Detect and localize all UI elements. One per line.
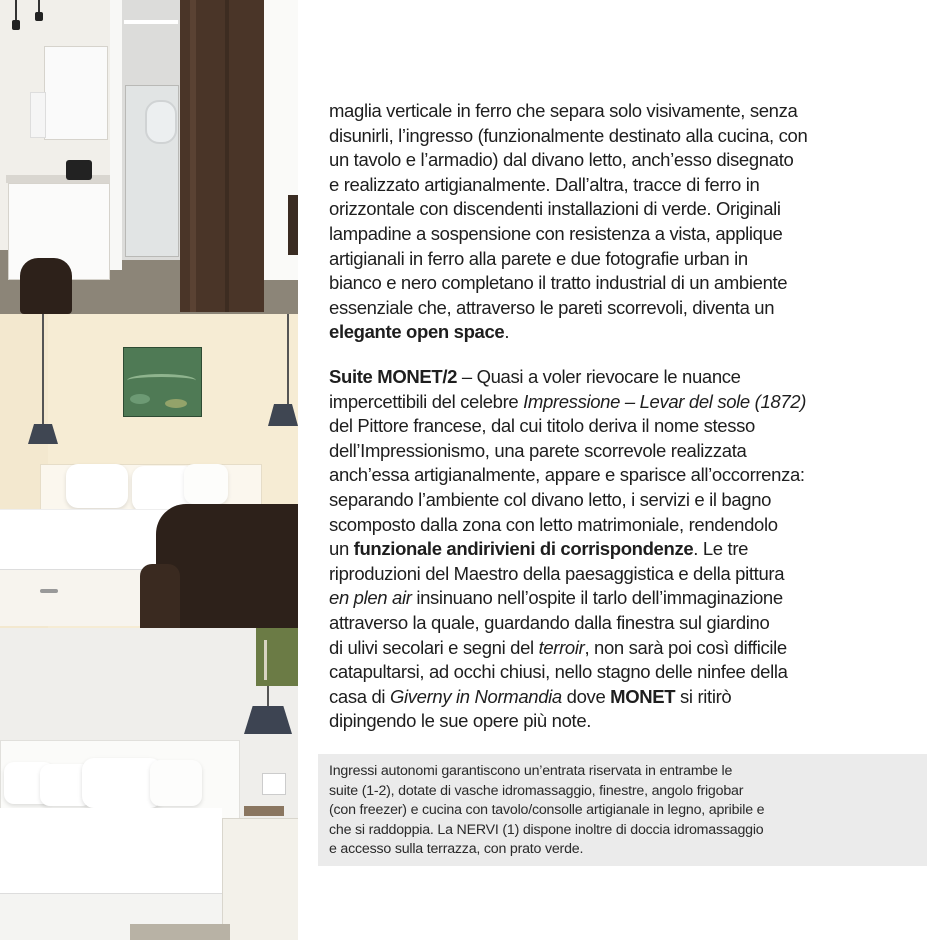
text-line: bianco e nero completano il tratto industrial di un ambiente xyxy=(329,272,788,294)
suite-monet-paragraph xyxy=(329,365,889,734)
text-line: e realizzato artigianalmente. Dall’altra, tracce di ferro in xyxy=(329,173,760,195)
text-line: lampadine a sospensione con resistenza a vista, applique xyxy=(329,222,783,244)
text-line: anch’essa artigianalmente, appare e sparisce all’occorrenza: xyxy=(329,464,805,486)
text-line: dell’Impressionismo, una parete scorrevole realizzata xyxy=(329,439,747,461)
text-line: separando l’ambiente col divano letto, i servizi e il bagno xyxy=(329,488,772,510)
text-line: Suite MONET/2 – Quasi a voler rievocare le nuance xyxy=(329,366,741,387)
text-line: scomposto dalla zona con letto matrimoniale, rendendolo xyxy=(329,513,778,535)
text-line: elegante open space. xyxy=(329,321,510,343)
artwork-title: Impressione – Levar del sole (1872) xyxy=(523,390,807,412)
text-line: attraverso la quale, guardando dalla finestra sul giardino xyxy=(329,611,770,633)
text-line: maglia verticale in ferro che separa solo visivamente, senza xyxy=(329,100,798,121)
artist-name: MONET xyxy=(610,685,676,707)
highlight-phrase: funzionale andirivieni di corrispondenze xyxy=(353,538,694,560)
info-box xyxy=(318,754,927,866)
info-line: (con freezer) e cucina con tavolo/consolle artigianale in legno, apribile e xyxy=(329,802,765,818)
photo-column xyxy=(0,0,298,940)
info-line: Ingressi autonomi garantiscono un’entrata riservata in entrambe le xyxy=(329,763,733,779)
text-line: dipingendo le sue opere più note. xyxy=(329,710,592,732)
text-line: disunirli, l’ingresso (funzionalmente destinato alla cucina, con xyxy=(329,124,808,146)
sofa-bed-room-photo xyxy=(0,314,298,628)
text-line: impercettibili del celebre Impressione – Levar del sole (1872) xyxy=(329,390,807,412)
text-line: en plen air insinuano nell’ospite il tarlo dell’immaginazione xyxy=(329,587,783,609)
text-line: un tavolo e l’armadio) dal divano letto, anch’esso disegnato xyxy=(329,149,794,171)
info-box-text xyxy=(329,762,764,860)
painting-icon xyxy=(256,628,298,686)
text-line: un funzionale andirivieni di corrispondenze. Le tre xyxy=(329,538,749,560)
text-line: artigianali in ferro alla parete e due fotografie urban in xyxy=(329,247,748,269)
suite-heading: Suite MONET/2 xyxy=(329,366,458,387)
text-line: riproduzioni del Maestro della paesaggistica e della pittura xyxy=(329,562,785,584)
kitchen-bathroom-photo xyxy=(0,0,298,314)
double-bed-room-photo xyxy=(0,628,298,940)
description-paragraph-1 xyxy=(329,99,889,345)
info-line: che si raddoppia. La NERVI (1) dispone inoltre di doccia idromassaggio xyxy=(329,821,764,838)
text-line: di ulivi secolari e segni del terroir, non sarà poi così difficile xyxy=(329,636,787,658)
highlight-phrase: elegante open space xyxy=(329,321,505,343)
text-line: essenziale che, attraverso le pareti scorrevoli, diventa un xyxy=(329,296,775,318)
text-line: del Pittore francese, dal cui titolo deriva il nome stesso xyxy=(329,415,755,437)
info-line: suite (1-2), dotate di vasche idromassaggio, finestre, angolo frigobar xyxy=(329,782,744,799)
info-line: e accesso sulla terrazza, con prato verde. xyxy=(329,841,584,857)
text-line: catapultarsi, ad occhi chiusi, nello stagno delle ninfee della xyxy=(329,661,788,683)
text-line: casa di Giverny in Normandia dove MONET si ritirò xyxy=(329,685,732,707)
text-line: orizzontale con discendenti installazioni di verde. Originali xyxy=(329,198,781,220)
